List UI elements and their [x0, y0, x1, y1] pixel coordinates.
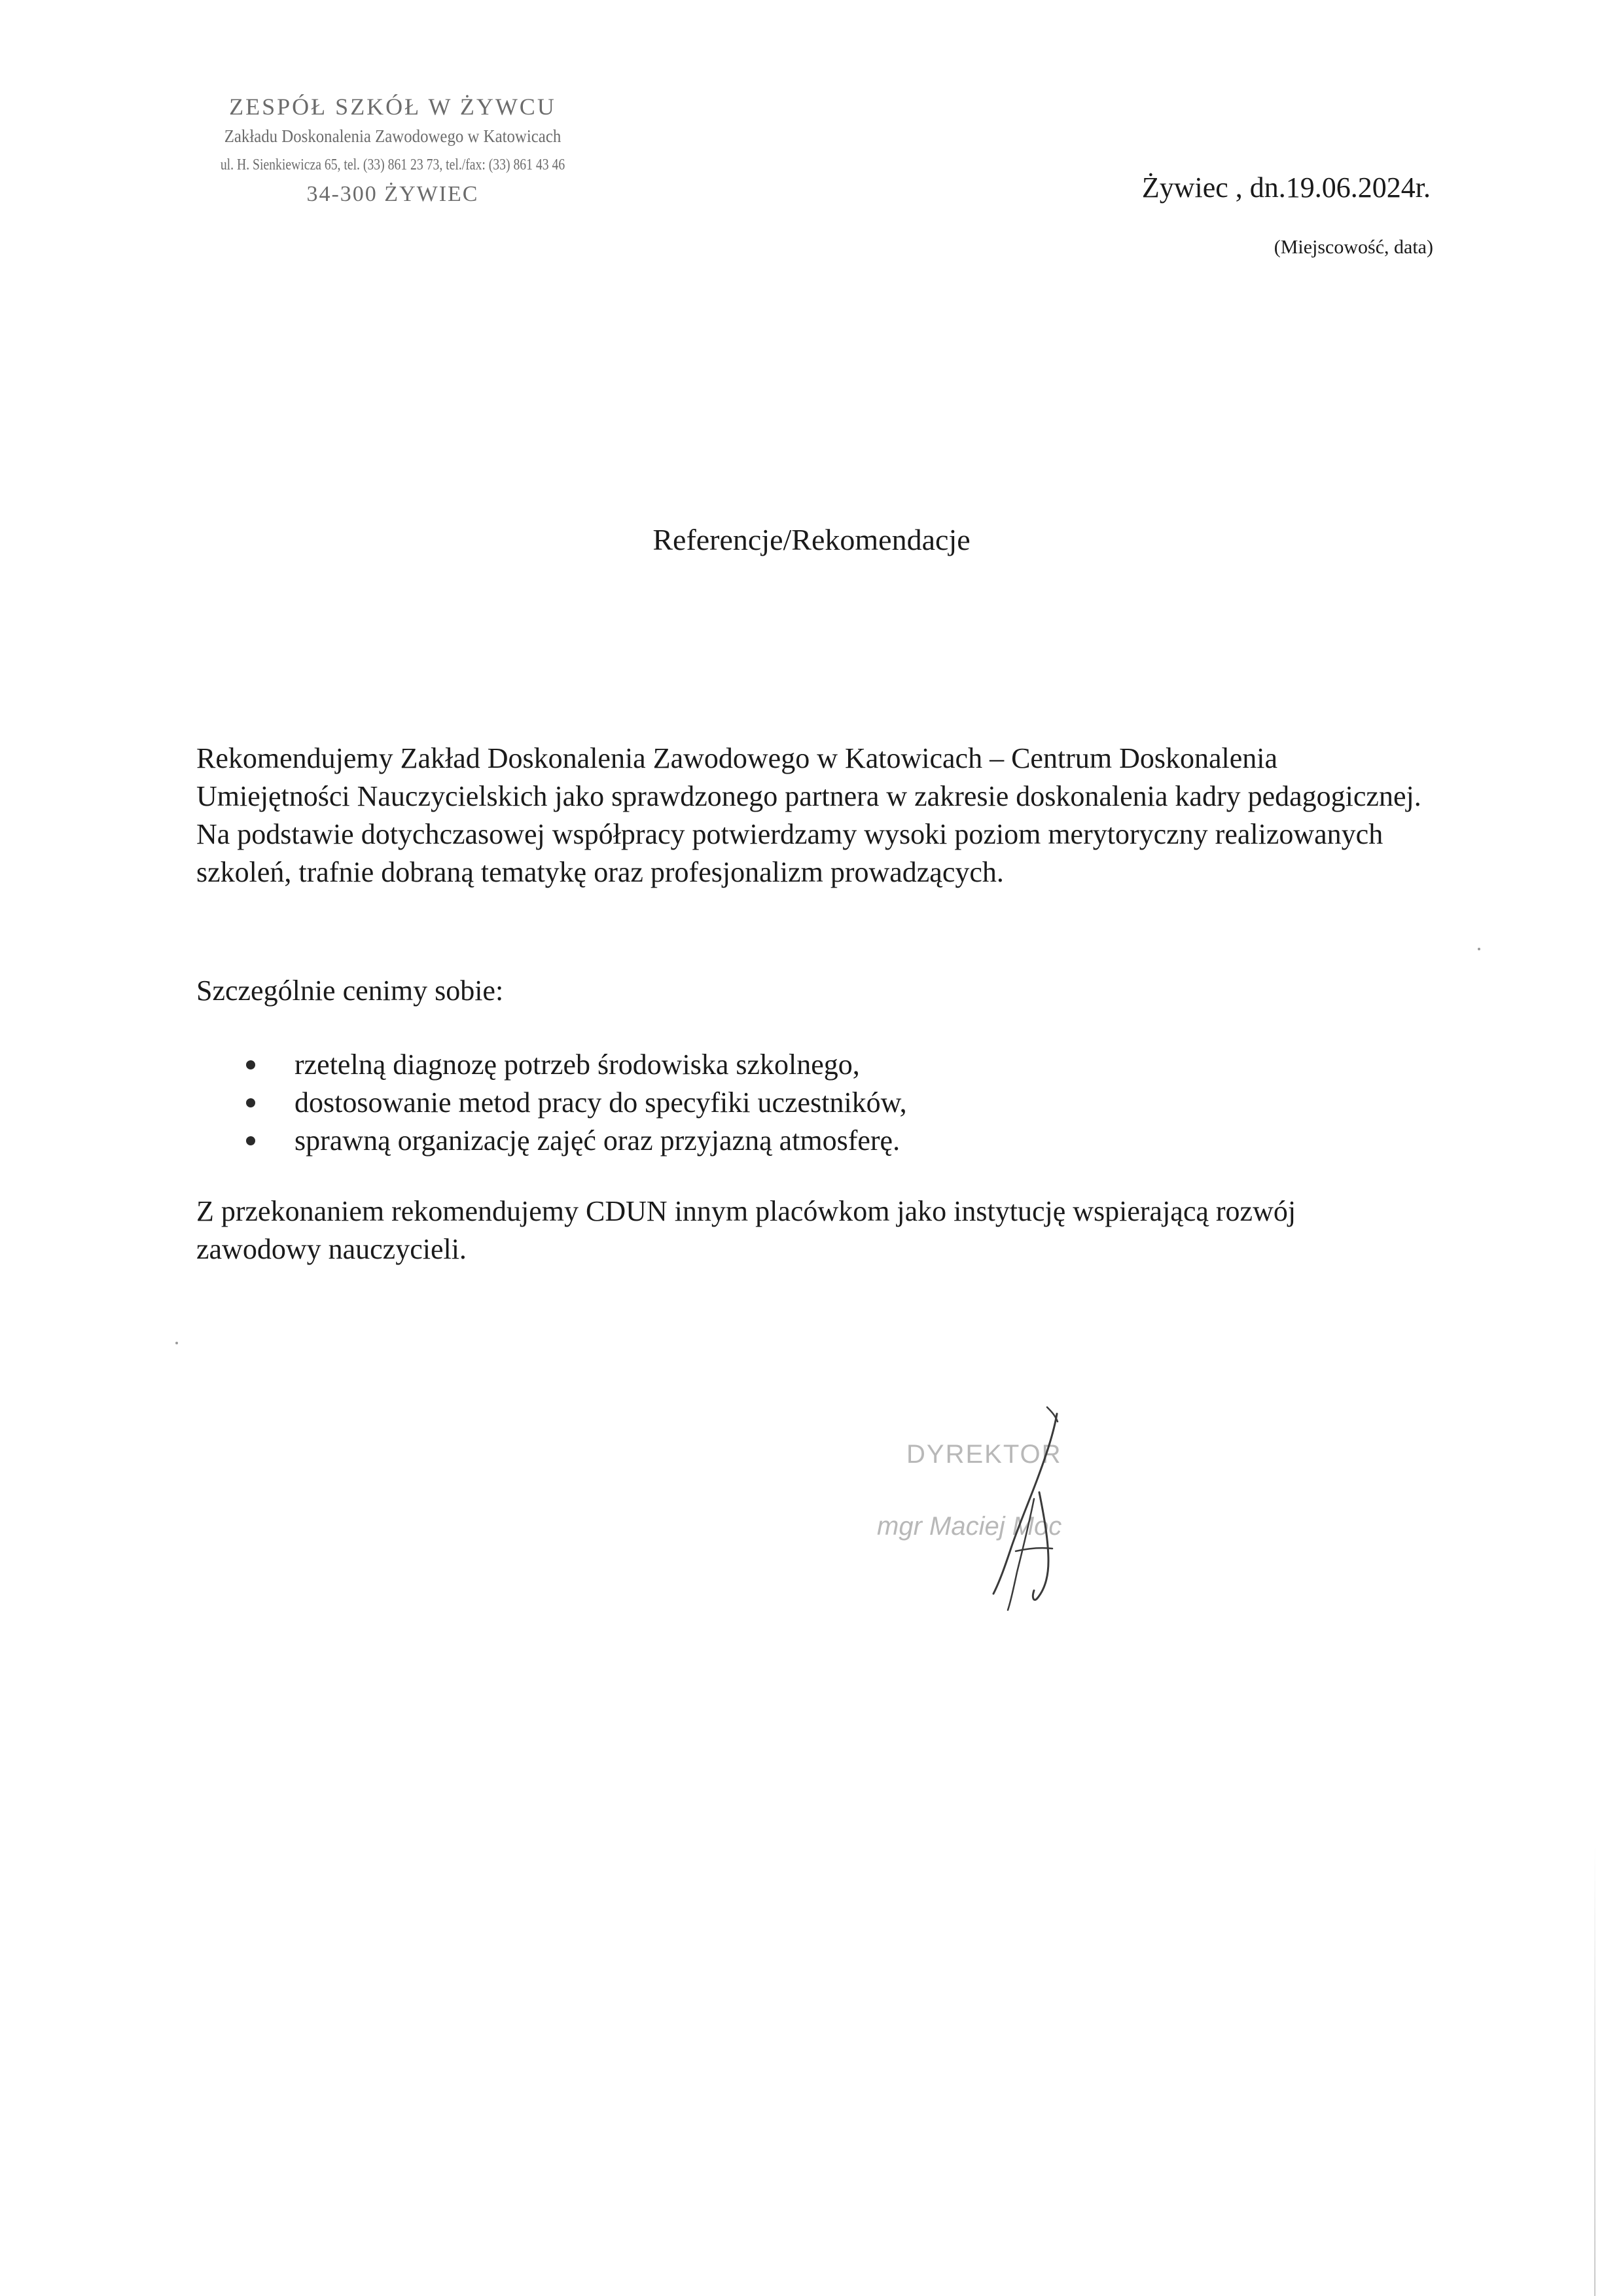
- scan-speck: [1478, 948, 1480, 950]
- bullet-icon: [246, 1060, 255, 1069]
- signature-name: mgr Maciej Moc: [877, 1512, 1062, 1541]
- handwritten-signature-icon: [877, 1388, 1139, 1623]
- list-item-text: dostosowanie metod pracy do specyfiki uczestników,: [294, 1086, 907, 1119]
- signature-block: [877, 1440, 1139, 1610]
- body-paragraph-2: Z przekonaniem rekomendujemy CDUN innym placówkom jako instytucję wspierającą rozwój zawodowy nauczycieli.: [196, 1195, 1296, 1265]
- place-date: Żywiec , dn.19.06.2024r.: [1141, 171, 1431, 204]
- signature-title: DYREKTOR: [906, 1440, 1062, 1469]
- school-stamp: [157, 92, 628, 209]
- body-lead: Szczególnie cenimy sobie:: [196, 975, 504, 1007]
- place-date-caption: (Miejscowość, data): [1274, 236, 1433, 258]
- bullet-icon: [246, 1136, 255, 1145]
- document-title: Referencje/Rekomendacje: [652, 523, 971, 556]
- list-item: [196, 1084, 1427, 1122]
- list-item: [196, 1046, 1427, 1084]
- bullet-icon: [246, 1098, 255, 1107]
- list-item-text: rzetelną diagnozę potrzeb środowiska szkolnego,: [294, 1049, 860, 1081]
- list-item: [196, 1122, 1427, 1160]
- stamp-institution: Zakładu Doskonalenia Zawodowego w Katowicach: [224, 126, 562, 146]
- stamp-city: 34-300 ŻYWIEC: [306, 182, 479, 206]
- stamp-school-name: ZESPÓŁ SZKÓŁ W ŻYWCU: [229, 94, 556, 120]
- stamp-address: ul. H. Sienkiewicza 65, tel. (33) 861 23 73, tel./fax: (33) 861 43 46: [220, 156, 565, 173]
- scan-speck: [175, 1342, 178, 1344]
- list-item-text: sprawną organizację zajęć oraz przyjazną atmosferę.: [294, 1124, 901, 1157]
- body-paragraph-1: Rekomendujemy Zakład Doskonalenia Zawodowego w Katowicach – Centrum Doskonalenia Umiejętności Nauczycielskich jako sprawdzonego partnera w zakresie doskonalenia kadry pedagogicznej. Na podstawie dotychczasowej współpracy potwierdzamy wysoki poziom merytoryczny realizowanych szkoleń, trafnie dobraną tematykę oraz profesjonalizm prowadzących.: [196, 742, 1421, 888]
- bullet-list: [196, 1046, 1427, 1160]
- scan-edge-line: [1594, 1846, 1596, 2296]
